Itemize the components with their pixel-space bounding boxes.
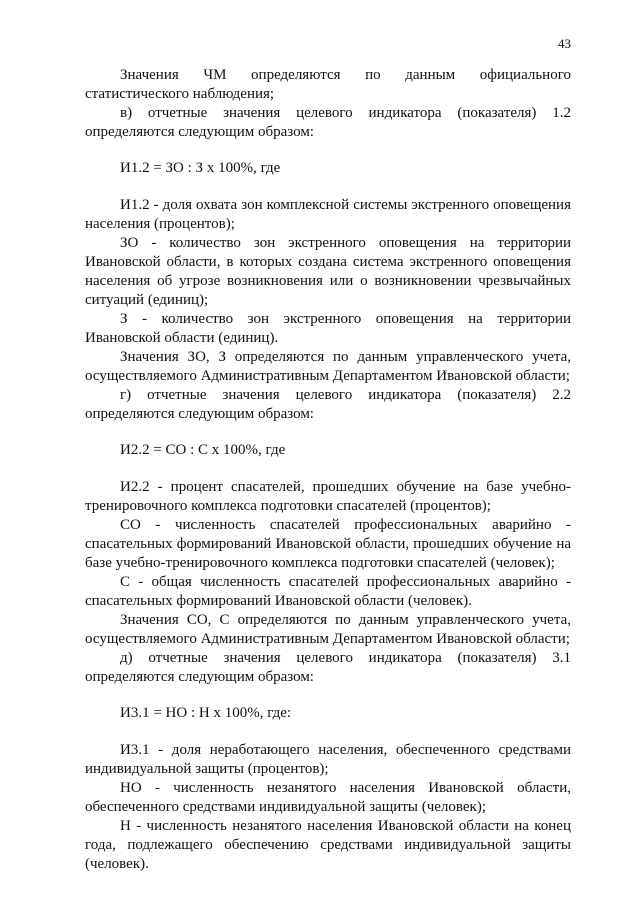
- definition-i-1-2: И1.2 - доля охвата зон комплексной системы экстренного оповещения населения (процентов);: [85, 197, 571, 232]
- definition-no: НО - численность незанятого населения Ивановской области, обеспеченного средствами индивидуальной защиты (человек);: [85, 780, 571, 815]
- page-number: 43: [558, 36, 571, 51]
- definition-s: С - общая численность спасателей профессиональных аварийно - спасательных формирований Ивановской области (человек).: [85, 574, 571, 609]
- spacer: [85, 687, 571, 704]
- paragraph-indicator-3-1-intro: д) отчетные значения целевого индикатора (показателя) 3.1 определяются следующим образом:: [85, 650, 571, 685]
- spacer: [85, 424, 571, 441]
- paragraph-indicator-2-2-intro: г) отчетные значения целевого индикатора (показателя) 2.2 определяются следующим образом:: [85, 387, 571, 422]
- formula-i-3-1: И3.1 = НО : Н х 100%, где:: [120, 705, 292, 721]
- paragraph-zo-z-source: Значения ЗО, З определяются по данным управленческого учета, осуществляемого Административным Департаментом Ивановской области;: [85, 349, 571, 384]
- spacer: [85, 178, 571, 196]
- definition-zo: ЗО - количество зон экстренного оповещения на территории Ивановской области, в которых создана система экстренного оповещения населения об угрозе возникновения или о возникновении чрезвычайных ситуаций (единиц);: [85, 235, 571, 308]
- document-body: [85, 66, 571, 874]
- definition-i-3-1: И3.1 - доля неработающего населения, обеспеченного средствами индивидуальной защиты (процентов);: [85, 742, 571, 777]
- spacer: [85, 142, 571, 159]
- definition-z: З - количество зон экстренного оповещения на территории Ивановской области (единиц).: [85, 311, 571, 346]
- paragraph-indicator-1-2-intro: в) отчетные значения целевого индикатора (показателя) 1.2 определяются следующим образом:: [85, 105, 571, 140]
- paragraph-so-s-source: Значения СО, С определяются по данным управленческого учета, осуществляемого Административным Департаментом Ивановской области;: [85, 612, 571, 647]
- formula-i-1-2: И1.2 = ЗО : З х 100%, где: [120, 160, 281, 176]
- definition-i-2-2: И2.2 - процент спасателей, прошедших обучение на базе учебно-тренировочного комплекса подготовки спасателей (процентов);: [85, 479, 571, 514]
- spacer: [85, 460, 571, 478]
- spacer: [85, 723, 571, 741]
- definition-n: Н - численность незанятого населения Ивановской области на конец года, подлежащего обеспечению средствами индивидуальной защиты (человек).: [85, 818, 571, 872]
- definition-so: СО - численность спасателей профессиональных аварийно - спасательных формирований Ивановской области, прошедших обучение на базе учебно-тренировочного комплекса подготовки спасателей (человек);: [85, 517, 571, 571]
- formula-i-2-2: И2.2 = СО : С х 100%, где: [120, 442, 286, 458]
- paragraph-chm-source: Значения ЧМ определяются по данным официального статистического наблюдения;: [85, 67, 571, 102]
